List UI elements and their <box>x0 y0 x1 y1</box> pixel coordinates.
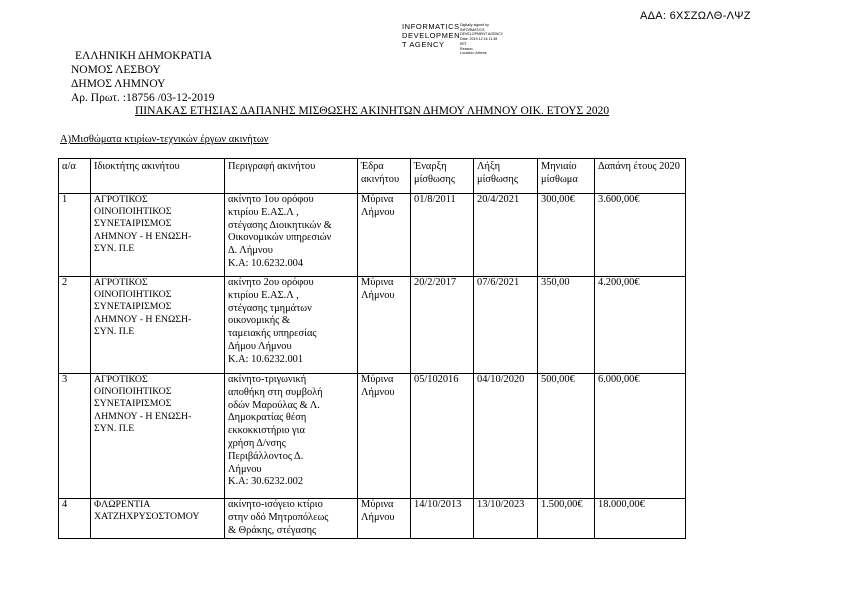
table-row <box>59 194 686 277</box>
cell-description-line: στέγασης τμημάτων <box>228 302 312 314</box>
stamp-line: T AGENCY <box>402 40 445 49</box>
cell-description <box>225 277 358 374</box>
cell-description-line: Περιβάλλοντος Δ. <box>228 450 304 462</box>
cell-owner <box>91 277 225 374</box>
cell-description-line: αποθήκη στη συμβολή <box>228 386 323 398</box>
cell-description-line: Δήμου Λήμνου <box>228 340 292 352</box>
cell-description-line: ακίνητο-ισόγειο κτίριο <box>228 499 323 510</box>
cell-end: 13/10/2023 <box>474 499 538 539</box>
stamp-detail-line: Location: Athens <box>460 51 487 56</box>
cell-annual: 6.000,00€ <box>595 374 686 499</box>
cell-annual: 4.200,00€ <box>595 277 686 374</box>
cell-description <box>225 194 358 277</box>
stamp-details <box>460 23 540 56</box>
cell-annual: 3.600,00€ <box>595 194 686 277</box>
cell-seat-line: Λήμνου <box>361 511 395 523</box>
table-row <box>59 277 686 374</box>
cell-owner-line: ΛΗΜΝΟΥ - Η ΕΝΩΣΗ- <box>94 230 192 242</box>
cell-end: 07/6/2021 <box>474 277 538 374</box>
cell-owner <box>91 499 225 539</box>
page-title: ΠΙΝΑΚΑΣ ΕΤΗΣΙΑΣ ΔΑΠΑΝΗΣ ΜΙΣΘΩΣΗΣ ΑΚΙΝΗΤΩΝ ΔΗΜΟΥ ΛΗΜΝΟΥ ΟΙΚ. ΕΤΟΥΣ 2020 <box>135 105 610 117</box>
cell-owner-line: ΣΥΝ. Π.Ε <box>94 242 135 254</box>
stamp-detail-line: EET <box>460 41 467 46</box>
cell-monthly: 1.500,00€ <box>538 499 595 539</box>
cell-owner-line: ΟΙΝΟΠΟΙΗΤΙΚΟΣ <box>94 206 172 218</box>
cell-description-line: Οικονομικών υπηρεσιών <box>228 232 332 244</box>
cell-seat <box>358 374 411 499</box>
cell-seat <box>358 277 411 374</box>
cell-description-line: οδών Μαρούλας & Λ. <box>228 399 320 411</box>
cell-owner-line: ΑΓΡΟΤΙΚΟΣ <box>94 194 148 205</box>
lease-table <box>58 158 686 539</box>
cell-monthly: 500,00€ <box>538 374 595 499</box>
table-header-row <box>59 159 686 194</box>
stamp-detail-line: INFORMATICS <box>460 27 485 32</box>
cell-description-line: εκκοκκιστήριο για <box>228 425 305 437</box>
cell-seat-line: Λήμνου <box>361 206 395 218</box>
cell-description-line: Δ. Λήμνου <box>228 245 273 257</box>
cell-end: 04/10/2020 <box>474 374 538 499</box>
stamp-detail-line: Reason: <box>460 46 474 51</box>
cell-annual: 18.000,00€ <box>595 499 686 539</box>
header-protocol-number: Αρ. Πρωτ. :18756 /03-12-2019 <box>71 92 215 104</box>
cell-description-line: & Θράκης, στέγασης <box>228 524 317 536</box>
cell-seat <box>358 194 411 277</box>
table-row <box>59 374 686 499</box>
col-header-annual: Δαπάνη έτους 2020 <box>595 159 686 194</box>
cell-description-line: Κ.Α: 10.6232.004 <box>228 257 304 269</box>
cell-owner-line: ΛΗΜΝΟΥ - Η ΕΝΩΣΗ- <box>94 410 192 422</box>
cell-description-line: κτιρίου Ε.ΑΣ.Λ , <box>228 289 299 301</box>
cell-monthly: 300,00€ <box>538 194 595 277</box>
cell-aa: 2 <box>59 277 91 374</box>
header-prefecture: ΝΟΜΟΣ ΛΕΣΒΟΥ <box>71 64 161 76</box>
cell-owner-line: ΧΑΤΖΗΧΡΥΣΟΣΤΟΜΟΥ <box>94 511 200 523</box>
cell-seat-line: Μύρινα <box>361 374 394 385</box>
cell-owner-line: ΣΥΝ. Π.Ε <box>94 422 135 434</box>
cell-aa: 4 <box>59 499 91 539</box>
cell-owner-line: ΑΓΡΟΤΙΚΟΣ <box>94 374 148 385</box>
cell-owner-line: ΛΗΜΝΟΥ - Η ΕΝΩΣΗ- <box>94 313 192 325</box>
cell-description-line: Κ.Α: 30.6232.002 <box>228 476 304 488</box>
cell-seat-line: Λήμνου <box>361 386 395 398</box>
header-republic: ΕΛΛΗΝΙΚΗ ΔΗΜΟΚΡΑΤΙΑ <box>75 50 213 62</box>
col-header-aa: α/α <box>59 159 91 194</box>
stamp-line: DEVELOPMEN <box>402 31 461 40</box>
cell-description-line: Λήμνου <box>228 463 262 475</box>
table-row <box>59 499 686 539</box>
section-subtitle: Α)Μισθώματα κτιρίων-τεχνικών έργων ακινήτων <box>60 134 269 145</box>
cell-description-line: Δημοκρατίας θέση <box>228 412 307 424</box>
cell-description-line: κτιρίου Ε.ΑΣ.Λ , <box>228 206 299 218</box>
ada-code: ΑΔΑ: 6ΧΣΖΩΛΘ-ΛΨΖ <box>640 10 751 22</box>
stamp-line: INFORMATICS <box>402 22 460 31</box>
cell-owner-line: ΟΙΝΟΠΟΙΗΤΙΚΟΣ <box>94 289 172 301</box>
cell-description-line: ακίνητο-τριγωνική <box>228 374 307 385</box>
cell-owner <box>91 194 225 277</box>
cell-owner-line: ΣΥΝΕΤΑΙΡΙΣΜΟΣ <box>94 398 172 410</box>
col-header-seat: Έδρα ακινήτου <box>358 159 411 194</box>
cell-description-line: ακίνητο 2ου ορόφου <box>228 277 314 288</box>
cell-description-line: στέγασης Διοικητικών & <box>228 219 332 231</box>
header-municipality: ΔΗΜΟΣ ΛΗΜΝΟΥ <box>71 78 166 90</box>
cell-owner <box>91 374 225 499</box>
stamp-detail-line: Digitally signed by <box>460 23 489 27</box>
cell-description <box>225 499 358 539</box>
col-header-end: Λήξη μίσθωσης <box>474 159 538 194</box>
cell-start: 14/10/2013 <box>411 499 474 539</box>
cell-description-line: Κ.Α: 10.6232.001 <box>228 353 304 365</box>
cell-end: 20/4/2021 <box>474 194 538 277</box>
stamp-detail-line: DEVELOPMENT AGENCY <box>460 32 504 37</box>
cell-aa: 1 <box>59 194 91 277</box>
cell-seat <box>358 499 411 539</box>
cell-owner-line: ΟΙΝΟΠΟΙΗΤΙΚΟΣ <box>94 386 172 398</box>
cell-owner-line: ΣΥΝΕΤΑΙΡΙΣΜΟΣ <box>94 301 172 313</box>
cell-aa: 3 <box>59 374 91 499</box>
cell-seat-line: Λήμνου <box>361 289 395 301</box>
cell-description <box>225 374 358 499</box>
cell-start: 20/2/2017 <box>411 277 474 374</box>
cell-owner-line: ΑΓΡΟΤΙΚΟΣ <box>94 277 148 288</box>
col-header-monthly: Μηνιαίο μίσθωμα <box>538 159 595 194</box>
cell-seat-line: Μύρινα <box>361 277 394 288</box>
cell-description-line: οικονομικής & <box>228 315 290 327</box>
stamp-detail-line: Date: 2019.12.16 11:38 <box>460 37 498 42</box>
digital-signature-stamp <box>402 22 540 56</box>
col-header-start: Έναρξη μίσθωσης <box>411 159 474 194</box>
cell-owner-line: ΣΥΝ. Π.Ε <box>94 325 135 337</box>
cell-start: 01/8/2011 <box>411 194 474 277</box>
cell-seat-line: Μύρινα <box>361 499 394 510</box>
cell-description-line: ταμειακής υπηρεσίας <box>228 328 317 340</box>
cell-seat-line: Μύρινα <box>361 194 394 205</box>
cell-owner-line: ΣΥΝΕΤΑΙΡΙΣΜΟΣ <box>94 218 172 230</box>
col-header-description: Περιγραφή ακινήτου <box>225 159 358 194</box>
cell-start: 05/102016 <box>411 374 474 499</box>
cell-owner-line: ΦΛΩΡΕΝΤΙΑ <box>94 499 151 510</box>
cell-description-line: χρήση Δ/νσης <box>228 437 286 449</box>
cell-description-line: ακίνητο 1ου ορόφου <box>228 194 314 205</box>
col-header-owner: Ιδιοκτήτης ακινήτου <box>91 159 225 194</box>
cell-monthly: 350,00 <box>538 277 595 374</box>
stamp-organization <box>402 22 460 56</box>
cell-description-line: στην οδό Μητροπόλεως <box>228 511 329 523</box>
